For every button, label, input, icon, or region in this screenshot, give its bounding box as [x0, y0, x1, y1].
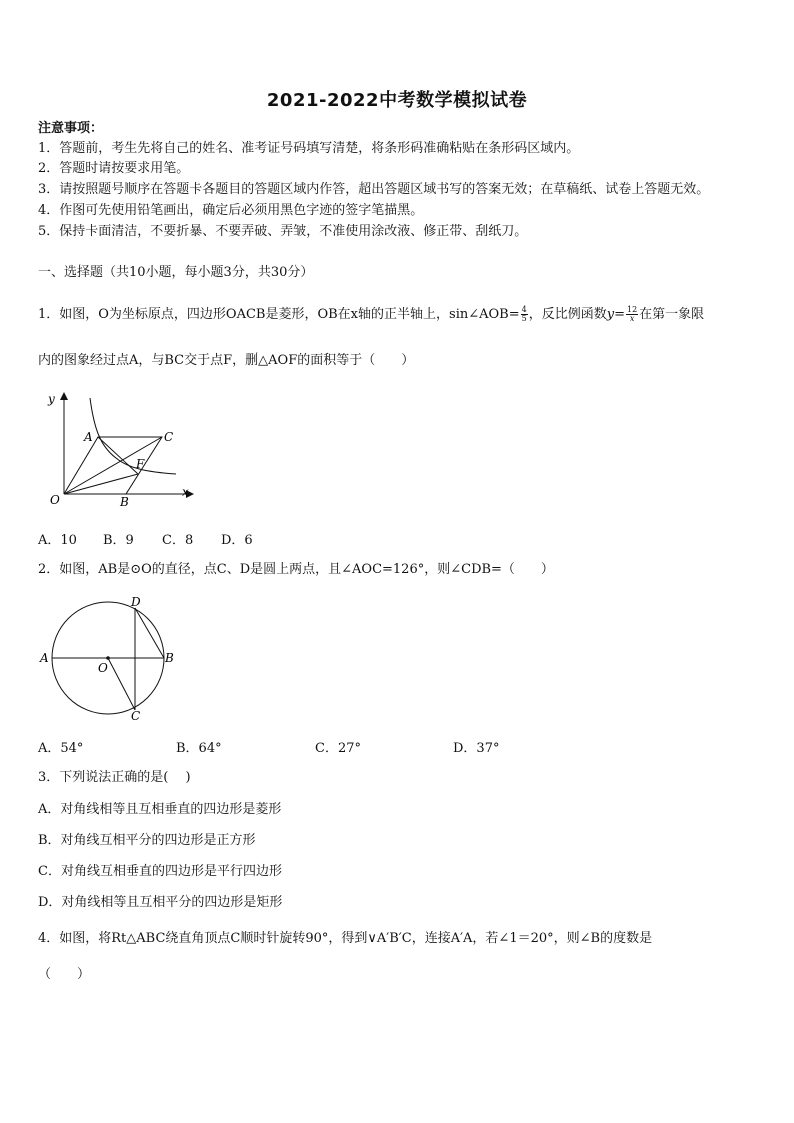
- notice-heading: 注意事项：: [38, 121, 104, 136]
- notice-item-3: 3．请按照题号顺序在答题卡各题目的答题区域内作答，超出答题区域书写的答案无效；在草稿纸、试卷上答题无效。: [38, 182, 710, 197]
- q2-segment-db: [135, 608, 164, 658]
- q1-func-var: y: [606, 307, 615, 322]
- q2-label-o: O: [98, 661, 108, 675]
- q1-diagonal-oc: [64, 437, 162, 494]
- q2-label-d: D: [131, 595, 141, 609]
- q1-options: [38, 529, 338, 547]
- notice-item-4: 4．作图可先使用铅笔画出，确定后必须用黑色字迹的签字笔描黑。: [38, 203, 424, 218]
- q1-text-c: 在第一象限: [639, 307, 705, 322]
- q1-segment-af: [98, 437, 138, 474]
- q1-option-c[interactable]: C．8: [162, 533, 194, 548]
- notice-item-5: 5．保持卡面清洁，不要折暴、不要弄破、弄皱，不准使用涂改液、修正带、刮纸刀。: [38, 224, 528, 239]
- q1-option-a[interactable]: A．10: [38, 533, 77, 548]
- q2-text: 2．如图，AB是⊙O的直径，点C、D是圆上两点，且∠AOC=126°，则∠CDB=（ ）: [38, 562, 554, 577]
- q3-option-d[interactable]: D．对角线相等且互相平分的四边形是矩形: [38, 895, 283, 910]
- q1-y-arrow: [60, 392, 68, 400]
- q1-text-a: 1．如图，O为坐标原点，四边形OACB是菱形，OB在x轴的正半轴上，sin∠AOB=: [38, 307, 520, 322]
- q1-text-b: ，反比例函数: [528, 307, 607, 322]
- q1-label-b: B: [120, 495, 129, 508]
- q2-segment-oc: [108, 658, 135, 710]
- notice-item-2: 2．答题时请按要求用笔。: [38, 161, 190, 176]
- q2-label-a: A: [40, 651, 49, 665]
- q2-option-c[interactable]: C．27°: [315, 741, 361, 756]
- q2-options: [38, 737, 558, 755]
- q3-text: 3．下列说法正确的是( ): [38, 770, 191, 785]
- q2-option-d[interactable]: D．37°: [453, 741, 500, 756]
- q1-label-o: O: [50, 493, 60, 507]
- q1-segment-of: [64, 474, 138, 494]
- q2-figure: [38, 594, 188, 724]
- q1-text-line2: 内的图象经过点A，与BC交于点F，删△AOF的面积等于（ ）: [38, 353, 415, 368]
- q1-option-d[interactable]: D．6: [221, 533, 253, 548]
- q3-option-a[interactable]: A．对角线相等且互相垂直的四边形是菱形: [38, 802, 282, 817]
- section-heading: 一、选择题（共10小题，每小题3分，共30分）: [38, 265, 314, 280]
- q2-label-c: C: [131, 709, 141, 723]
- q1-eq: =: [614, 307, 625, 322]
- q1-figure: [40, 388, 200, 508]
- q1-label-a: A: [84, 430, 93, 444]
- q1-option-b[interactable]: B．9: [103, 533, 134, 548]
- q1-sin-fraction: $\frac{4}{5}$: [521, 305, 527, 323]
- q3-option-b[interactable]: B．对角线互相平分的四边形是正方形: [38, 833, 256, 848]
- q1-label-c: C: [164, 430, 174, 444]
- q4-blank: （ ）: [38, 967, 91, 982]
- q1-text-line1: [38, 306, 704, 324]
- q2-option-b[interactable]: B．64°: [176, 741, 222, 756]
- q4-text: 4．如图，将Rt△ABC绕直角顶点C顺时针旋转90°，得到∨A′B′C，连接A′A，若∠1＝20°，则∠B的度数是: [38, 931, 653, 946]
- q1-label-y: y: [48, 392, 55, 406]
- page-title: 2021-2022中考数学模拟试卷: [266, 90, 528, 111]
- q1-label-x: x: [182, 485, 189, 499]
- q2-option-a[interactable]: A．54°: [38, 741, 84, 756]
- q2-label-b: B: [165, 651, 174, 665]
- q1-label-f: F: [136, 457, 145, 471]
- q3-option-c[interactable]: C．对角线互相垂直的四边形是平行四边形: [38, 864, 282, 879]
- q1-func-fraction: $\frac{12}{x}$: [626, 305, 638, 323]
- notice-item-1: 1．答题前，考生先将自己的姓名、准考证号码填写清楚，将条形码准确粘贴在条形码区域内。: [38, 141, 580, 156]
